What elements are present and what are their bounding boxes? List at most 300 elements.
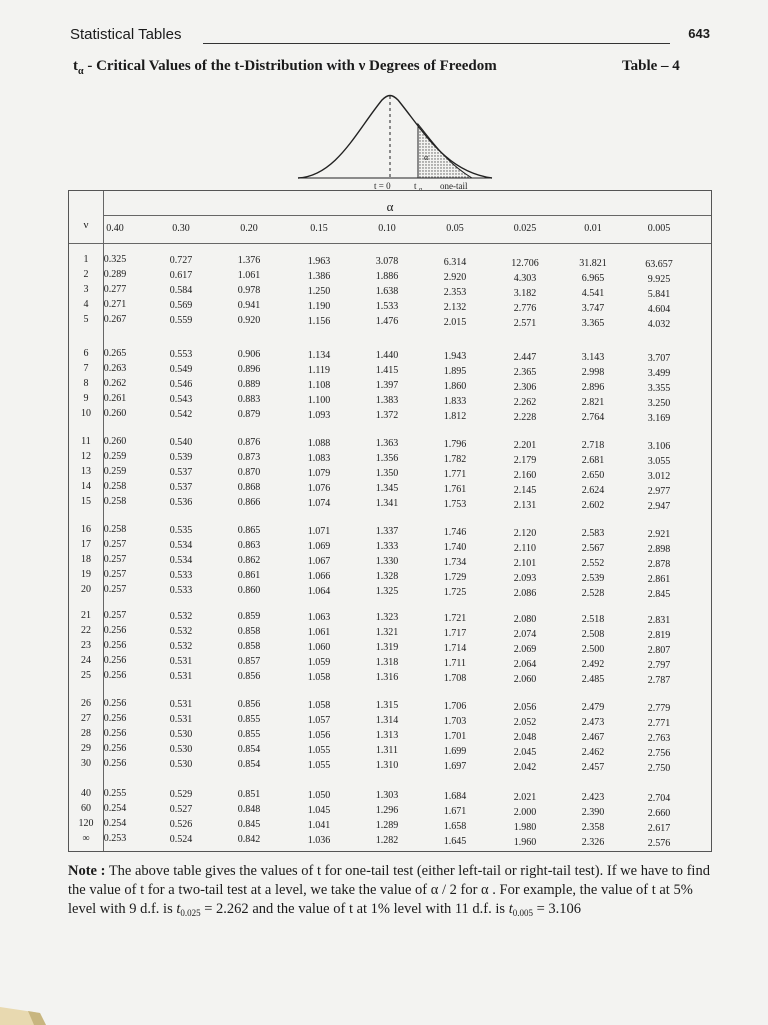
table-cell: 2.977 (647, 485, 671, 497)
column-header-rule (69, 243, 711, 244)
tail-area (418, 124, 472, 178)
table-cell: 0.617 (169, 269, 193, 281)
table-cell: 1.074 (307, 497, 331, 509)
table-cell: 0.256 (103, 655, 127, 666)
table-cell: 0.260 (103, 408, 127, 419)
table-cell: 1.303 (375, 790, 399, 802)
table-cell: 1.250 (307, 285, 331, 297)
table-cell: 0.883 (237, 394, 261, 406)
table-cell: 0.866 (237, 497, 261, 509)
table-cell: 1.761 (443, 484, 467, 495)
table-cell: 0.533 (169, 569, 193, 581)
table-cell: 0.256 (103, 728, 127, 739)
table-cell: 1.058 (307, 699, 331, 711)
table-cell: 0.865 (237, 525, 261, 537)
table-cell: 0.858 (237, 626, 261, 638)
table-cell: 2.358 (581, 822, 605, 834)
table-cell: 1.684 (443, 791, 467, 802)
table-cell: 3.169 (647, 412, 671, 424)
table-cell: 2.228 (513, 411, 537, 423)
table-cell: 1.289 (375, 820, 399, 832)
table-cell: 2.060 (513, 673, 537, 685)
table-cell: 2.921 (647, 528, 671, 540)
table-cell: 1.041 (307, 819, 331, 831)
table-cell: 2.518 (581, 614, 605, 626)
table-cell: 3.707 (647, 352, 671, 364)
table-cell: 0.257 (103, 539, 127, 550)
table-cell: 0.257 (103, 610, 127, 621)
table-cell: 0.526 (169, 818, 193, 830)
table-cell: 1.056 (307, 729, 331, 741)
table-cell: 0.569 (169, 299, 193, 311)
alpha-header-rule (103, 215, 711, 216)
table-cell: 2.074 (513, 628, 537, 640)
table-cell: 0.861 (237, 570, 261, 582)
table-cell: 2.650 (581, 470, 605, 482)
df-cell: 6 (83, 348, 89, 359)
table-cell: 1.714 (443, 643, 467, 654)
table-cell: 0.532 (169, 640, 193, 652)
table-cell: 1.658 (443, 821, 467, 832)
table-cell: 1.386 (307, 270, 331, 282)
section-title: Statistical Tables (70, 26, 182, 43)
note (68, 862, 710, 920)
table-cell: 1.886 (375, 271, 399, 283)
table-cell: 2.056 (513, 701, 537, 713)
df-cell: 12 (81, 451, 91, 462)
table-cell: 4.032 (647, 318, 671, 330)
table-cell: 0.727 (169, 254, 193, 266)
table-cell: 0.255 (103, 788, 127, 799)
table-cell: 2.086 (513, 587, 537, 599)
table-cell: 0.256 (103, 670, 127, 681)
table-cell: 0.265 (103, 348, 127, 359)
df-cell: 18 (81, 554, 91, 565)
title-text: - Critical Values of the t-Distribution with ν Degrees of Freedom (87, 58, 497, 74)
table-cell: 6.965 (581, 273, 605, 285)
table-cell: 0.262 (103, 378, 127, 389)
table-cell: 1.045 (307, 804, 331, 816)
column-header: 0.025 (513, 223, 537, 234)
table-cell: 2.365 (513, 366, 537, 378)
df-cell: 15 (81, 496, 91, 507)
table-cell: 2.131 (513, 499, 537, 511)
table-cell: 2.048 (513, 731, 537, 743)
table-cell: 1.345 (375, 483, 399, 495)
table-cell: 2.660 (647, 807, 671, 819)
table-cell: 1.753 (443, 499, 467, 510)
table-cell: 1.063 (307, 611, 331, 623)
table-cell: 0.858 (237, 641, 261, 653)
table-cell: 1.093 (307, 409, 331, 421)
table-cell: 2.306 (513, 381, 537, 393)
table-cell: 0.859 (237, 611, 261, 623)
table-cell: 0.868 (237, 482, 261, 494)
df-cell: 21 (81, 610, 91, 621)
table-cell: 2.201 (513, 439, 537, 451)
column-header: 0.30 (172, 223, 190, 234)
table-cell: 2.457 (581, 762, 605, 774)
bell-curve (298, 96, 492, 179)
table-cell: 1.108 (307, 379, 331, 391)
df-cell: 1 (83, 254, 89, 265)
table-cell: 2.042 (513, 761, 537, 773)
table-cell: 0.854 (237, 744, 261, 756)
table-cell: 1.076 (307, 482, 331, 494)
table-cell: 0.325 (103, 254, 127, 265)
table-cell: 0.258 (103, 481, 127, 492)
table-cell: 0.524 (169, 833, 193, 845)
table-cell: 1.638 (375, 286, 399, 298)
column-header: 0.01 (584, 223, 602, 234)
table-cell: 2.552 (581, 558, 605, 570)
table-cell: 0.542 (169, 408, 193, 420)
table-cell: 2.819 (647, 629, 671, 641)
table-cell: 0.258 (103, 496, 127, 507)
table-cell: 0.256 (103, 698, 127, 709)
table-cell: 3.143 (581, 352, 605, 364)
df-cell: 24 (81, 655, 91, 666)
table-cell: 2.462 (581, 747, 605, 759)
table-cell: 0.941 (237, 300, 261, 312)
table-cell: 2.771 (647, 717, 671, 729)
column-header: 0.40 (106, 223, 124, 234)
note-t1-value: = 2.262 (204, 901, 249, 917)
table-cell: 1.703 (443, 716, 467, 727)
table-cell: 1.771 (443, 469, 467, 480)
alpha-header: α (386, 199, 394, 214)
table-cell: 1.740 (443, 542, 467, 553)
df-cell: ∞ (82, 833, 90, 844)
table-cell: 2.110 (513, 542, 537, 554)
table-cell: 1.100 (307, 394, 331, 406)
table-cell: 2.479 (581, 702, 605, 714)
table-cell: 2.473 (581, 717, 605, 729)
table-cell: 2.120 (513, 527, 537, 539)
table-cell: 2.896 (581, 382, 605, 394)
table-cell: 2.080 (513, 613, 537, 625)
df-cell: 25 (81, 670, 91, 681)
column-header: 0.005 (647, 223, 671, 234)
table-cell: 0.257 (103, 554, 127, 565)
table-cell: 0.259 (103, 466, 127, 477)
table-cell: 2.064 (513, 658, 537, 670)
table-cell: 2.947 (647, 500, 671, 512)
table-cell: 0.863 (237, 540, 261, 552)
table-cell: 2.145 (513, 484, 537, 496)
table-cell: 1.071 (307, 525, 331, 537)
table-cell: 3.182 (513, 287, 537, 299)
table-cell: 1.325 (375, 586, 399, 598)
table-cell: 0.289 (103, 269, 127, 280)
table-cell: 0.546 (169, 378, 193, 390)
table-cell: 1.721 (443, 613, 467, 624)
table-cell: 31.821 (579, 258, 607, 270)
table-cell: 0.256 (103, 713, 127, 724)
table-cell: 2.132 (443, 302, 467, 313)
table-cell: 2.787 (647, 674, 671, 686)
table-cell: 2.807 (647, 644, 671, 656)
table-cell: 0.254 (103, 803, 127, 814)
table-cell: 0.271 (103, 299, 127, 310)
table-cell: 0.851 (237, 789, 261, 801)
df-cell: 8 (83, 378, 89, 389)
table-cell: 3.355 (647, 382, 671, 394)
table-cell: 0.856 (237, 699, 261, 711)
table-cell: 0.263 (103, 363, 127, 374)
table-cell: 1.060 (307, 641, 331, 653)
table-cell: 1.282 (375, 835, 399, 847)
table-cell: 9.925 (647, 273, 671, 285)
table-cell: 0.906 (237, 349, 261, 361)
table-cell: 1.699 (443, 746, 467, 757)
table-cell: 0.534 (169, 554, 193, 566)
table-cell: 2.052 (513, 716, 537, 728)
table-cell: 2.567 (581, 543, 605, 555)
table-cell: 0.845 (237, 819, 261, 831)
table-cell: 3.365 (581, 318, 605, 330)
df-cell: 5 (83, 314, 89, 325)
t-alpha-label: t (414, 181, 417, 191)
df-cell: 17 (81, 539, 91, 550)
table-cell: 1.860 (443, 381, 467, 392)
table-cell: 0.870 (237, 467, 261, 479)
table-cell: 2.069 (513, 643, 537, 655)
table-cell: 0.920 (237, 315, 261, 327)
table-cell: 1.717 (443, 628, 467, 639)
table-cell: 2.093 (513, 572, 537, 584)
table-cell: 0.862 (237, 555, 261, 567)
table-cell: 0.527 (169, 803, 193, 815)
table-cell: 2.015 (443, 317, 467, 328)
df-cell: 120 (78, 818, 94, 829)
page-number: 643 (688, 26, 710, 41)
df-cell: 30 (81, 758, 91, 769)
table-cell: 0.257 (103, 569, 127, 580)
table-cell: 1.059 (307, 656, 331, 668)
table-cell: 1.440 (375, 350, 399, 362)
table-cell: 1.319 (375, 642, 399, 654)
df-cell: 13 (81, 466, 91, 477)
table-cell: 0.533 (169, 584, 193, 596)
table-cell: 1.746 (443, 527, 467, 538)
paper-corner-decoration (0, 995, 80, 1025)
df-cell: 4 (83, 299, 89, 310)
table-cell: 0.277 (103, 284, 127, 295)
table-cell: 2.423 (581, 792, 605, 804)
note-t2-subscript: 0.005 (512, 908, 533, 918)
table-cell: 1.067 (307, 555, 331, 567)
table-cell: 63.657 (645, 258, 673, 270)
table-cell: 0.532 (169, 625, 193, 637)
df-cell: 10 (81, 408, 91, 419)
table-cell: 2.831 (647, 614, 671, 626)
table-cell: 2.101 (513, 557, 537, 569)
table-cell: 0.257 (103, 584, 127, 595)
table-cell: 1.895 (443, 366, 467, 377)
table-cell: 1.476 (375, 316, 399, 328)
table-cell: 0.261 (103, 393, 127, 404)
df-cell: 11 (81, 436, 91, 447)
df-cell: 26 (81, 698, 91, 709)
table-cell: 2.045 (513, 746, 537, 758)
df-cell: 22 (81, 625, 91, 636)
df-cell: 40 (81, 788, 91, 799)
df-cell: 60 (81, 803, 91, 814)
table-cell: 1.725 (443, 587, 467, 598)
t-alpha-subscript: α (419, 187, 423, 192)
table-cell: 2.447 (513, 351, 537, 363)
table-cell: 2.262 (513, 396, 537, 408)
table-cell: 3.078 (375, 256, 399, 268)
table-cell: 2.764 (581, 412, 605, 424)
table-cell: 0.529 (169, 788, 193, 800)
table-cell: 1.980 (513, 821, 537, 833)
table-cell: 2.353 (443, 287, 467, 298)
table-cell: 12.706 (511, 257, 539, 269)
table-cell: 1.323 (375, 612, 399, 624)
table-cell: 0.254 (103, 818, 127, 829)
column-header: 0.05 (446, 223, 464, 234)
table-cell: 1.701 (443, 731, 467, 742)
table-cell: 2.485 (581, 674, 605, 686)
df-cell: 27 (81, 713, 91, 724)
table-cell: 1.706 (443, 701, 467, 712)
table-cell: 1.376 (237, 255, 261, 267)
table-cell: 1.055 (307, 759, 331, 771)
table-cell: 1.083 (307, 452, 331, 464)
table-cell: 0.539 (169, 451, 193, 463)
table-cell: 1.337 (375, 526, 399, 538)
table-cell: 1.796 (443, 439, 467, 450)
note-label: Note : (68, 863, 106, 879)
table-cell: 3.055 (647, 455, 671, 467)
table-cell: 0.553 (169, 348, 193, 360)
table-cell: 1.372 (375, 410, 399, 422)
table-cell: 0.842 (237, 834, 261, 846)
v-header: ν (83, 219, 89, 231)
table-cell: 1.066 (307, 570, 331, 582)
table-cell: 1.057 (307, 714, 331, 726)
table-cell: 1.321 (375, 627, 399, 639)
table-cell: 2.179 (513, 454, 537, 466)
table-cell: 2.390 (581, 807, 605, 819)
table-cell: 1.960 (513, 836, 537, 848)
column-header: 0.10 (378, 223, 396, 234)
table-cell: 2.467 (581, 732, 605, 744)
table-cell: 2.021 (513, 791, 537, 803)
table-cell: 0.256 (103, 640, 127, 651)
table-cell: 1.134 (307, 349, 331, 361)
table-cell: 0.532 (169, 610, 193, 622)
table-cell: 1.697 (443, 761, 467, 772)
page-header (70, 26, 710, 46)
table-cell: 0.978 (237, 285, 261, 297)
table-cell: 2.576 (647, 837, 671, 849)
table-cell: 3.499 (647, 367, 671, 379)
table-cell: 2.000 (513, 806, 537, 818)
note-t2: t (508, 901, 513, 917)
table-cell: 1.036 (307, 834, 331, 846)
table-cell: 1.328 (375, 571, 399, 583)
table-cell: 2.898 (647, 543, 671, 555)
alpha-area-label: α (424, 153, 429, 162)
table-cell: 1.055 (307, 744, 331, 756)
df-cell: 23 (81, 640, 91, 651)
table-cell: 0.879 (237, 409, 261, 421)
table-cell: 0.876 (237, 437, 261, 449)
table-cell: 2.861 (647, 573, 671, 585)
t-distribution-table (68, 190, 712, 852)
table-cell: 1.311 (375, 745, 399, 757)
table-cell: 1.833 (443, 396, 467, 407)
table-cell: 1.050 (307, 789, 331, 801)
table-cell: 1.058 (307, 671, 331, 683)
title-t-symbol: t (73, 58, 78, 74)
table-cell: 1.708 (443, 673, 467, 684)
table-cell: 1.333 (375, 541, 399, 553)
table-cell: 0.258 (103, 524, 127, 535)
table-cell: 1.315 (375, 700, 399, 712)
table-cell: 0.531 (169, 713, 193, 725)
table-cell: 4.303 (513, 272, 537, 284)
table-cell: 1.341 (375, 498, 399, 510)
table-cell: 1.061 (237, 270, 261, 282)
table-cell: 2.797 (647, 659, 671, 671)
table-cell: 1.729 (443, 572, 467, 583)
table-cell: 0.855 (237, 714, 261, 726)
table-cell: 0.848 (237, 804, 261, 816)
table-cell: 0.531 (169, 655, 193, 667)
table-cell: 2.500 (581, 644, 605, 656)
header-rule (203, 43, 670, 44)
table-cell: 0.260 (103, 436, 127, 447)
table-cell: 2.571 (513, 317, 537, 329)
table-cell: 0.855 (237, 729, 261, 741)
note-text-2: and the value of t at 1% level with 11 d.f. is (252, 901, 506, 917)
note-t2-value: = 3.106 (536, 901, 582, 917)
table-cell: 2.583 (581, 528, 605, 540)
note-t1: t (176, 901, 181, 917)
table-cell: 1.356 (375, 453, 399, 465)
table-cell: 2.539 (581, 573, 605, 585)
table-cell: 1.782 (443, 454, 467, 465)
table-cell: 0.537 (169, 481, 193, 493)
df-cell: 19 (81, 569, 91, 580)
table-cell: 1.064 (307, 585, 331, 597)
table-cell: 1.383 (375, 395, 399, 407)
table-cell: 2.845 (647, 588, 671, 600)
note-t1-subscript: 0.025 (180, 908, 201, 918)
table-cell: 0.540 (169, 436, 193, 448)
table-cell: 1.156 (307, 315, 331, 327)
note-text-1: The above table gives the values of t for one-tail test (either left-tail or right-tail test). If we have to find the value of t for a two-tail test at a level, we take the value of α / 2 for α . For example, the value of t at 5% level with 9 d.f. is (68, 863, 710, 917)
df-cell: 2 (83, 269, 89, 280)
table-cell: 0.531 (169, 698, 193, 710)
table-cell: 2.756 (647, 747, 671, 759)
table-cell: 1.645 (443, 836, 467, 847)
table-cell: 2.326 (581, 837, 605, 849)
table-cell: 1.316 (375, 672, 399, 684)
table-cell: 3.106 (647, 440, 671, 452)
table-cell: 0.535 (169, 524, 193, 536)
column-header: 0.20 (240, 223, 258, 234)
table-cell: 0.530 (169, 743, 193, 755)
table-cell: 0.534 (169, 539, 193, 551)
table-cell: 0.259 (103, 451, 127, 462)
table-cell: 2.920 (443, 272, 467, 283)
table-cell: 0.559 (169, 314, 193, 326)
